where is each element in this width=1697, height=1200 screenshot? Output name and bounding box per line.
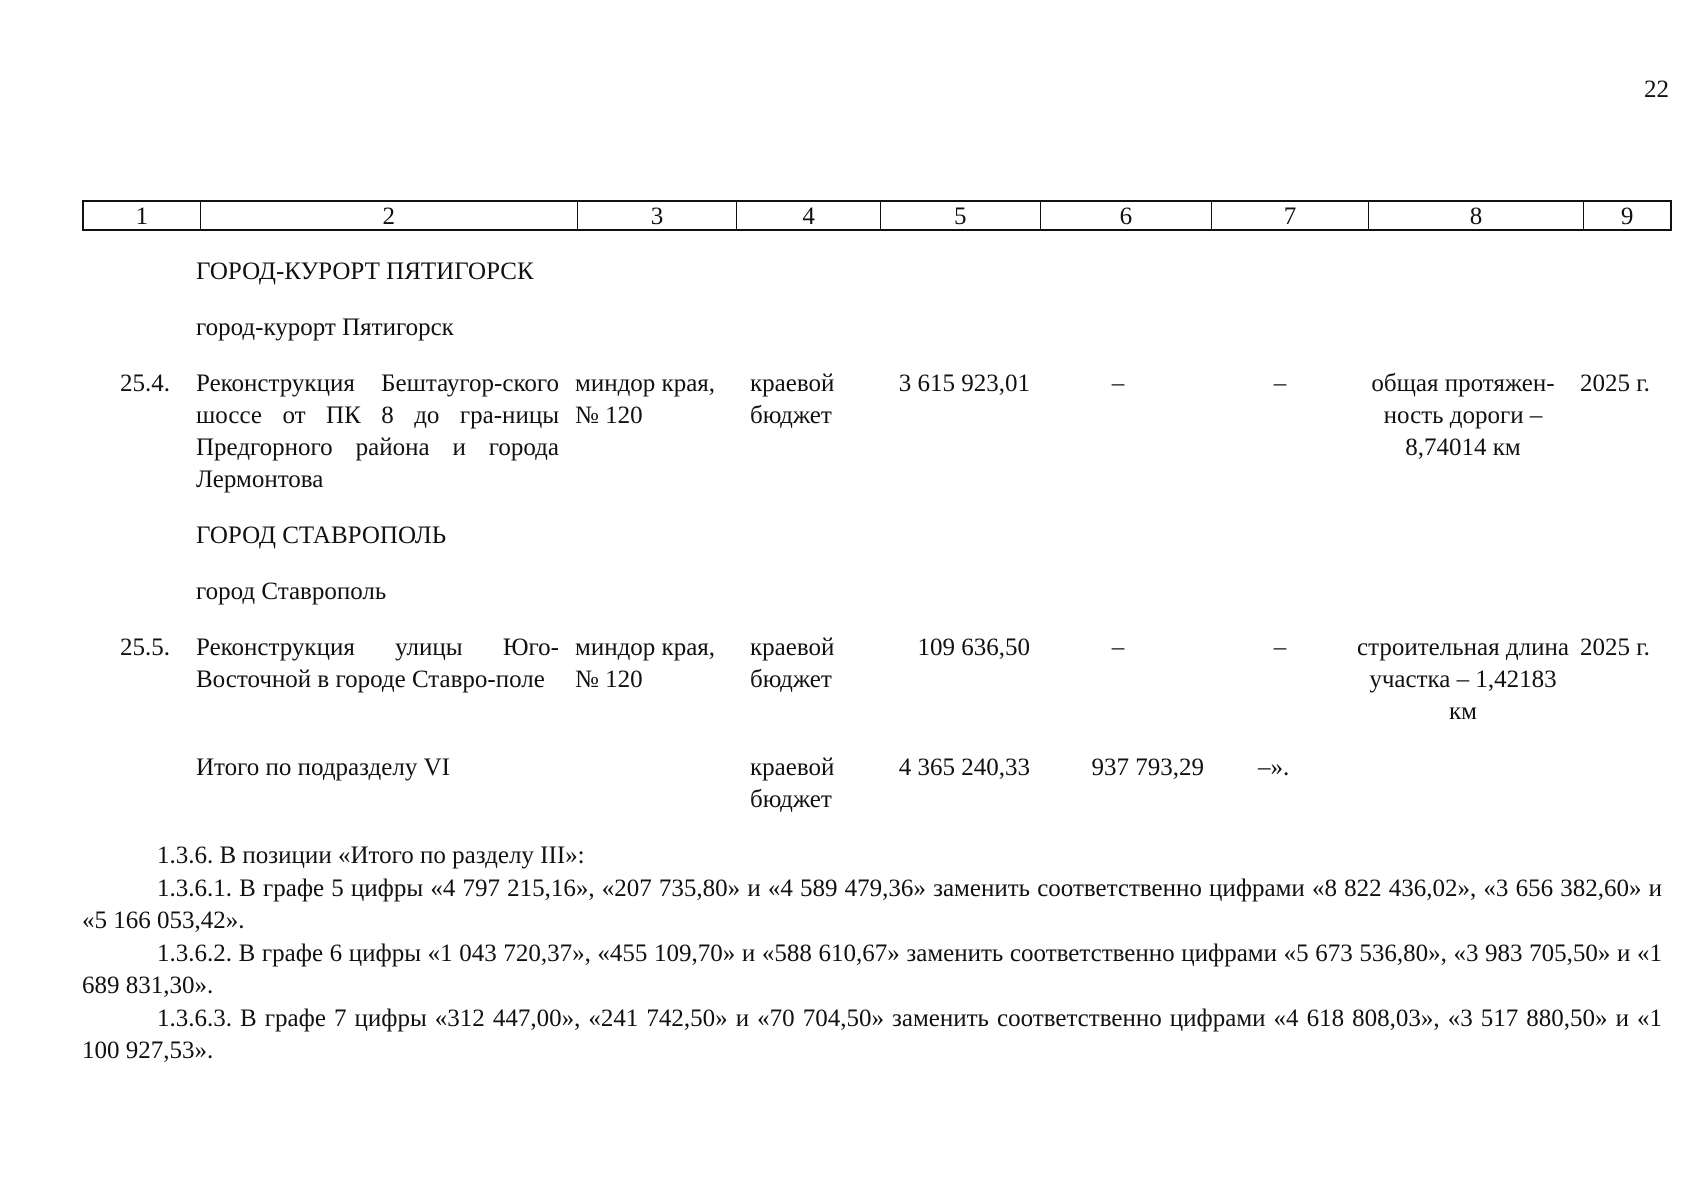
- row-customer: миндор края, № 120: [575, 370, 716, 429]
- row-source: краевой бюджет: [750, 370, 835, 429]
- amendment-paragraph: 1.3.6.3. В графе 7 цифры «312 447,00», «241 742,50» и «70 704,50» заменить соответственно цифрами «4 618 808,03», «3 517 880,50» и «1 100 927,53».: [82, 1005, 1662, 1064]
- row-customer: миндор края, № 120: [575, 634, 716, 693]
- amendment-paragraph: 1.3.6.2. В графе 6 цифры «1 043 720,37», «455 109,70» и «588 610,67» заменить соответственно цифрами «5 673 536,80», «3 983 705,50» и «1 689 831,30».: [82, 940, 1662, 999]
- row-result: общая протяжен-ность дороги – 8,74014 км: [1371, 370, 1555, 461]
- header-col-3: 3: [578, 202, 738, 229]
- row-name: Реконструкция Бештаугор-ского шоссе от ПК 8 до гра-ницы Предгорного района и города Лермонтова: [196, 370, 559, 493]
- row-name: Реконструкция улицы Юго-Восточной в городе Ставро-поле: [196, 634, 559, 693]
- header-col-2: 2: [201, 202, 578, 229]
- header-col-6: 6: [1041, 202, 1213, 229]
- total-source: краевой бюджет: [750, 754, 835, 813]
- row-col6: –: [1111, 370, 1125, 397]
- row-col7: –: [1273, 634, 1287, 661]
- table-header-row: [82, 200, 1672, 231]
- row-col7: –: [1273, 370, 1287, 397]
- total-label: Итого по подразделу VI: [196, 754, 450, 781]
- row-col5: 109 636,50: [917, 634, 1030, 661]
- amendment-paragraph: 1.3.6. В позиции «Итого по разделу III»:: [157, 842, 585, 869]
- header-col-8: 8: [1369, 202, 1584, 229]
- row-number: 25.5.: [120, 634, 170, 661]
- row-col6: –: [1111, 634, 1125, 661]
- total-col5: 4 365 240,33: [898, 754, 1030, 781]
- page-number: 22: [1644, 76, 1669, 103]
- header-col-1: 1: [84, 202, 201, 229]
- row-number: 25.4.: [120, 370, 170, 397]
- header-col-9: 9: [1620, 203, 1634, 230]
- header-col-7: 7: [1212, 202, 1369, 229]
- total-col7: –».: [1258, 754, 1290, 781]
- row-source: краевой бюджет: [750, 634, 835, 693]
- header-col-5: 5: [881, 202, 1041, 229]
- row-year: 2025 г.: [1580, 370, 1650, 397]
- row-result: строительная длина участка – 1,42183 км: [1357, 634, 1569, 725]
- row-col5: 3 615 923,01: [898, 370, 1030, 397]
- row-year: 2025 г.: [1580, 634, 1650, 661]
- section-region-heading: ГОРОД-КУРОРТ ПЯТИГОРСК: [196, 258, 534, 285]
- section-region-heading: ГОРОД СТАВРОПОЛЬ: [196, 522, 447, 549]
- total-col6: 937 793,29: [1091, 754, 1204, 781]
- amendment-paragraph: 1.3.6.1. В графе 5 цифры «4 797 215,16», «207 735,80» и «4 589 479,36» заменить соответственно цифрами «8 822 436,02», «3 656 382,60» и «5 166 053,42».: [82, 875, 1662, 934]
- section-city-heading: город-курорт Пятигорск: [196, 314, 454, 341]
- header-col-4: 4: [737, 202, 881, 229]
- section-city-heading: город Ставрополь: [196, 578, 387, 605]
